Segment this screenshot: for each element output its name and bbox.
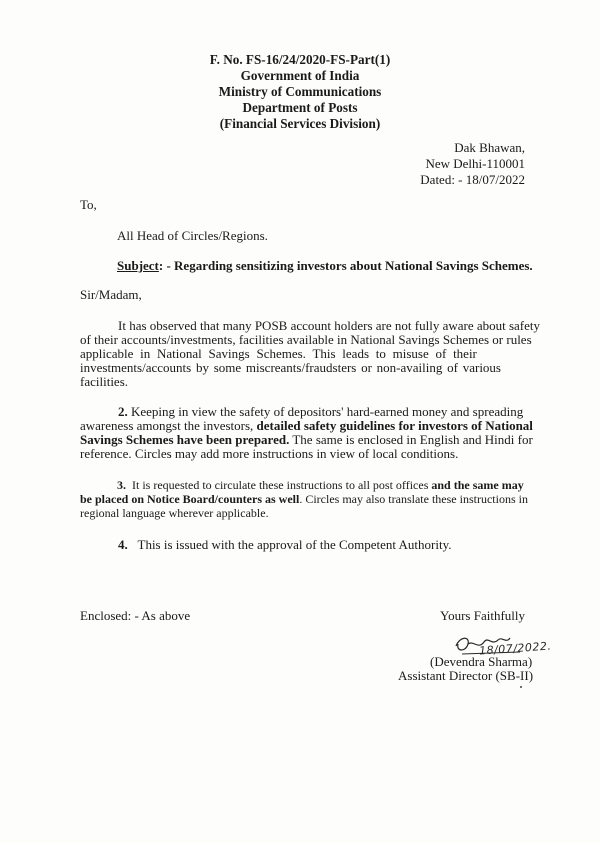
signatory-name: (Devendra Sharma)	[430, 654, 533, 669]
date-line: Dated: - 18/07/2022	[420, 172, 525, 187]
para1-line: of their accounts/investments, facilities available in National Savings Schemes or rules	[80, 332, 532, 347]
para3-text: It is requested to circulate these instructions to all post offices	[132, 478, 432, 492]
para3-bold-text: be placed on Notice Board/counters as well	[80, 492, 300, 506]
para1-line: It has observed that many POSB account holders are not fully aware about safety	[118, 318, 541, 333]
para4-line	[118, 538, 452, 553]
para4-number: 4.	[118, 537, 128, 552]
department-line: Department of Posts	[242, 100, 358, 115]
government-line: Government of India	[240, 68, 360, 83]
signatory-title: Assistant Director (SB-II)	[398, 668, 534, 683]
para1-line: applicable in National Savings Schemes. This leads to misuse of their	[80, 346, 477, 361]
para2-text: Keeping in view the safety of depositors' hard-earned money and spreading	[131, 404, 524, 419]
para1-line: facilities.	[80, 374, 129, 389]
recipient: All Head of Circles/Regions.	[117, 228, 268, 243]
para3-text: . Circles may also translate these instructions in	[299, 492, 528, 506]
para3-bold-text: and the same may	[431, 478, 524, 492]
para2-text: The same is enclosed in English and Hindi for	[289, 432, 533, 447]
subject-text: : - Regarding sensitizing investors about National Savings Schemes.	[158, 258, 533, 273]
para1-line: investments/accounts by some miscreants/fraudsters or non-availing of various	[80, 360, 501, 375]
para2-text: awareness amongst the investors,	[80, 418, 257, 433]
para3-line	[117, 478, 524, 492]
salutation: Sir/Madam,	[80, 287, 142, 302]
subject-label: Subject	[117, 258, 159, 273]
para2-line: reference. Circles may add more instructions in view of local conditions.	[80, 446, 459, 461]
enclosed-note: Enclosed: - As above	[80, 608, 191, 623]
to-label: To,	[80, 197, 97, 212]
address-line-2: New Delhi-110001	[425, 156, 525, 171]
para2-number: 2.	[118, 404, 128, 419]
subject-line	[117, 259, 533, 274]
closing: Yours Faithfully	[440, 608, 526, 623]
para3-line	[80, 492, 528, 506]
scan-speck	[520, 686, 522, 688]
division-line: (Financial Services Division)	[219, 116, 381, 131]
address-line-1: Dak Bhawan,	[454, 140, 525, 155]
para4-text: This is issued with the approval of the Competent Authority.	[137, 537, 452, 552]
signature-date: 18/07/2022.	[478, 639, 552, 658]
para3-line: regional language wherever applicable.	[80, 506, 269, 520]
para2-bold-text: detailed safety guidelines for investors of National	[256, 418, 533, 433]
ministry-line: Ministry of Communications	[218, 84, 382, 99]
para2-bold-text: Savings Schemes have been prepared.	[80, 432, 290, 447]
file-number: F. No. FS-16/24/2020-FS-Part(1)	[209, 52, 391, 67]
para3-number: 3.	[117, 478, 126, 492]
